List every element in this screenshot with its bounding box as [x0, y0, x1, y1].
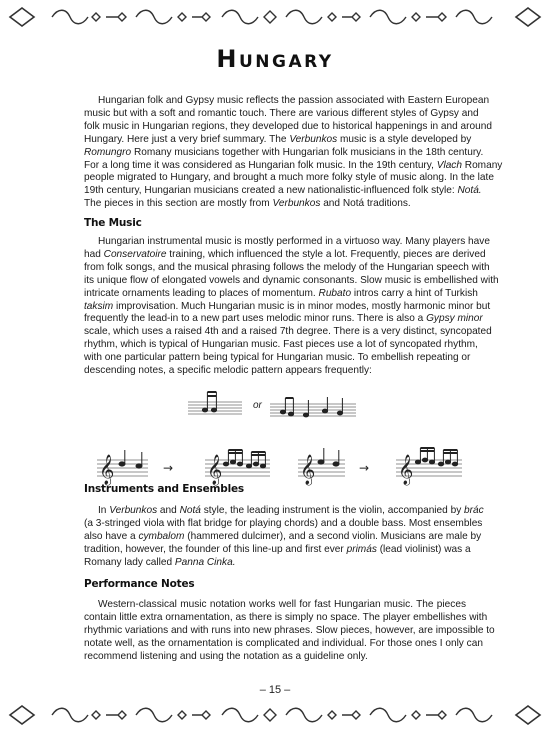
italic-term: taksim — [84, 300, 114, 312]
italic-term: primás — [346, 543, 377, 555]
text-line — [84, 133, 472, 147]
text-run: style, the leading instrument is the violin, accompanied by — [200, 505, 465, 516]
text-line — [84, 146, 484, 160]
text-run: 19th century, Hungarian musicians created a new nationalistic-influenced folk style: — [84, 185, 458, 197]
text-line — [84, 300, 491, 314]
text-line — [84, 107, 479, 121]
melodic-pattern-example — [270, 397, 356, 417]
text-run: intros carry a hint of Turkish — [351, 287, 478, 299]
text-run: contain little extra ornamentation, as there is simply no space. The player embellishes with — [84, 611, 488, 623]
text-line — [84, 236, 490, 249]
italic-term: Gypsy minor — [426, 313, 483, 325]
text-run: music but with a soft and romantic touch. There are various different styles of Gypsy and — [84, 107, 479, 119]
text-line — [84, 274, 499, 288]
italic-term: brác — [464, 505, 484, 516]
text-run: training, which influenced the style a lot. Frequently, pieces are derived — [166, 248, 486, 260]
text-line — [84, 557, 466, 570]
text-line — [84, 339, 478, 352]
text-run: (a 3-stringed viola with flat bridge for playing chords) and a double bass. Most ensembles — [84, 517, 483, 529]
italic-term: Vlach — [436, 159, 462, 171]
text-run: Hungary. Here just a very brief summary. The — [84, 133, 290, 145]
text-line — [84, 172, 494, 185]
text-run: descending notes, a specific melodic pattern appears frequently: — [84, 365, 372, 377]
text-line — [84, 120, 492, 134]
top-border-ornament — [0, 0, 550, 34]
text-run: Romany lady called — [84, 556, 175, 568]
text-run: scale, which uses a raised 4th and a raised 7th degree. There is a very distinct, syncopated — [84, 326, 492, 338]
text-run: rhythm, which is typical of Hungarian music. Fast pieces use a lot of syncopated rhythm, — [84, 339, 478, 351]
text-run: For a long time it was considered as Hungarian folk music. In the 19th century, — [84, 159, 437, 171]
text-line — [84, 198, 466, 211]
italic-term: Verbunkos — [109, 505, 158, 516]
text-run: notate well, as the ornamentation is complicated and individual. For those ones I only can — [84, 637, 483, 649]
svg-text:𝄞: 𝄞 — [207, 455, 223, 485]
performance-heading: Performance Notes — [84, 578, 195, 590]
performance-paragraph — [84, 599, 495, 664]
text-run: folk music in Hungarian regions, they developed due to historical happenings in and around — [84, 120, 492, 132]
text-run: Western-classical music notation works well for fast Hungarian music. The pieces — [98, 599, 466, 610]
text-run: In — [98, 505, 110, 516]
text-run: people migrated to Hungary, and brought a much more folky style of music along. In the late — [84, 172, 494, 184]
text-run: music is a style developed by — [337, 133, 472, 145]
text-line — [84, 326, 492, 339]
text-run: Romany — [461, 159, 503, 171]
rhythm-pattern-example — [188, 392, 242, 414]
text-run: from folk songs, and the musical phrasing follows the melody of the Hungarian speech with — [84, 261, 490, 273]
instruments-paragraph — [84, 505, 484, 570]
text-run: (hammered dulcimer), and a second violin. Musicians are male by — [184, 530, 482, 542]
text-line — [84, 651, 466, 664]
instruments-heading: Instruments and Ensembles — [84, 483, 244, 495]
italic-term: Notá. — [457, 185, 482, 197]
text-line — [84, 530, 482, 544]
page-number: – 15 – — [259, 684, 291, 696]
svg-text:𝄞: 𝄞 — [99, 455, 115, 485]
intro-paragraph — [84, 95, 503, 211]
svg-text:𝄞: 𝄞 — [300, 455, 316, 485]
text-run: tradition, however, the founder of this line-up and first ever — [84, 543, 347, 555]
bottom-border-ornament — [0, 698, 550, 732]
italic-term: Verbunkos — [272, 198, 321, 210]
or-label: or — [253, 400, 262, 411]
text-line — [84, 95, 490, 108]
text-run: The pieces in this section are mostly from — [84, 198, 273, 210]
text-run: Romany musicians together with Hungarian folk musicians in the 18th century. — [131, 146, 484, 158]
italic-term: Romungro — [84, 146, 132, 158]
text-line — [84, 637, 483, 651]
svg-text:→: → — [163, 461, 174, 475]
text-line — [84, 159, 503, 173]
text-run: (lead violinist) was a — [376, 543, 471, 555]
text-line — [84, 261, 490, 275]
text-run: rhythmic variations and with runs into new phrases. Slow pieces, however, are impossible to — [84, 624, 495, 636]
text-line — [84, 352, 471, 365]
text-run: Hungarian instrumental music is mostly performed in a virtuoso way. Many players have — [98, 236, 490, 247]
text-line — [84, 599, 466, 612]
text-line — [84, 543, 471, 557]
text-line — [84, 287, 478, 301]
text-run: improvisation. Much Hungarian music is in minor modes, mostly harmonic minor but — [113, 300, 491, 312]
italic-term: cymbalom — [138, 530, 185, 542]
text-run: intricate ornaments leading to places of momentum. — [84, 287, 319, 299]
italic-term: Verbunkos — [289, 133, 338, 145]
text-line — [84, 313, 483, 326]
text-line — [84, 611, 488, 625]
text-run: with one particular pattern being typical for Hungarian music. To embellish repeating or — [84, 352, 471, 364]
text-run: and Notá traditions. — [320, 198, 411, 210]
text-run: also have a — [84, 530, 139, 542]
ornament-example-b — [298, 448, 462, 486]
music-heading: The Music — [84, 217, 142, 229]
text-line — [84, 365, 466, 378]
italic-term: Rubato — [318, 287, 352, 299]
svg-text:→: → — [359, 461, 370, 475]
text-line — [84, 624, 495, 638]
text-run: its unique flow of elongated vowels and dynamic consonants. Slow music is embellished with — [84, 274, 499, 286]
page-title: Hungary — [216, 45, 334, 73]
text-run: and — [157, 505, 180, 516]
music-paragraph — [84, 236, 499, 378]
text-run: Hungarian folk and Gypsy music reflects the passion associated with Eastern European — [98, 95, 490, 106]
music-notation-examples — [0, 380, 550, 490]
text-run: had — [84, 248, 104, 260]
ornament-example-a — [97, 450, 270, 486]
text-run: frequently the lead-in to a new part uses melodic minor runs. There is also a — [84, 313, 427, 325]
italic-term: Panna Cinka. — [174, 556, 236, 568]
svg-text:𝄞: 𝄞 — [398, 455, 414, 485]
text-line — [84, 185, 482, 198]
italic-term: Notá — [179, 505, 201, 516]
italic-term: Conservatoire — [103, 248, 167, 260]
text-line — [84, 505, 484, 518]
text-run: recommend listening and using the notation as a guideline only. — [84, 650, 368, 662]
text-line — [84, 248, 486, 262]
text-line — [84, 517, 483, 531]
